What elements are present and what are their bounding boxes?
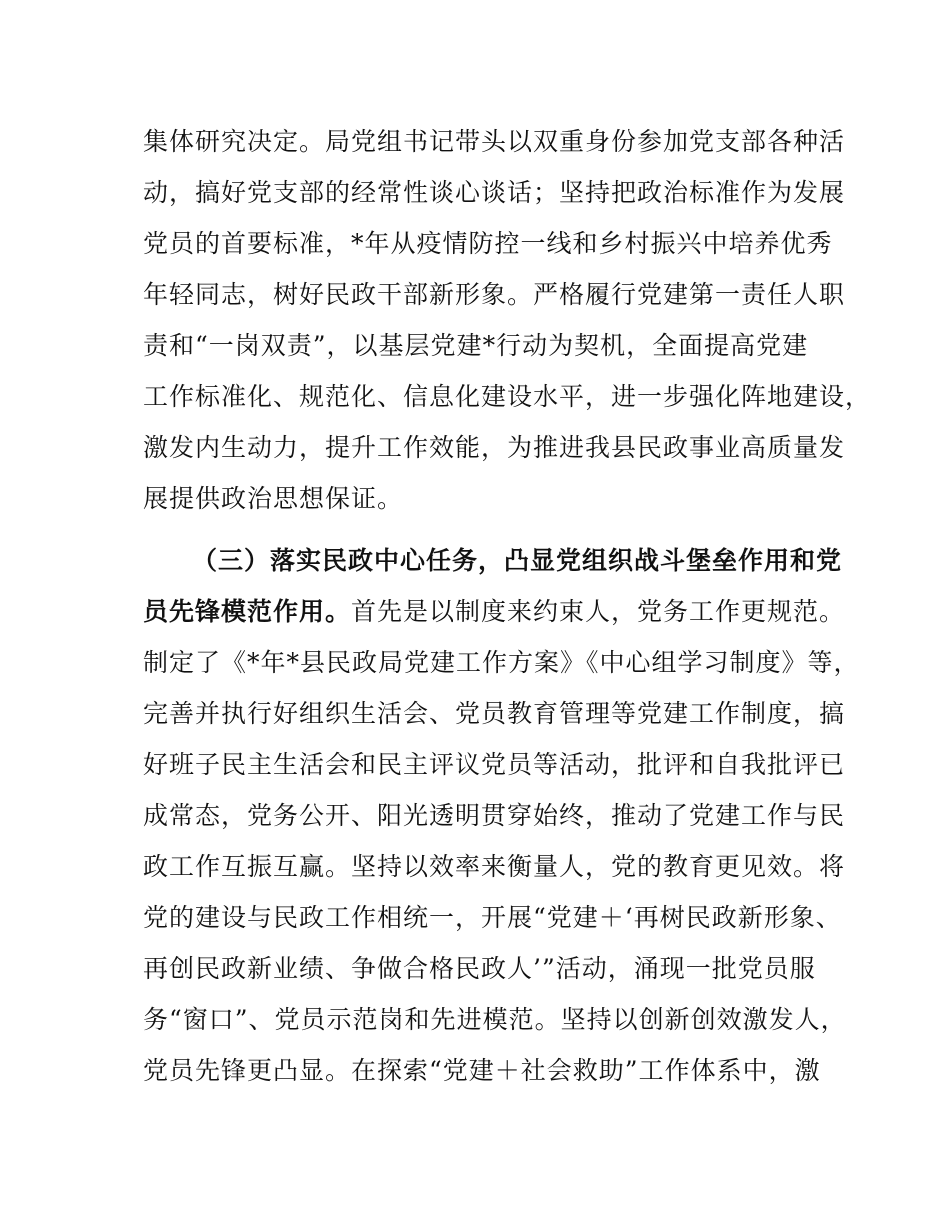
text-line: 务“窗口”、党员示范岗和先进模范。坚持以创新创效激发人， — [143, 1005, 847, 1034]
section-heading: （三）落实民政中心任务，凸显党组织战斗堡垒作用和党 — [192, 546, 843, 575]
text-line: 激发内生动力，提升工作效能，为推进我县民政事业高质量发 — [143, 433, 846, 462]
text-line: 展提供政治思想保证。 — [143, 484, 404, 513]
text-line: 完善并执行好组织生活会、党员教育管理等党建工作制度，搞 — [143, 699, 846, 728]
text-line: 工作标准化、规范化、信息化建设水平，进一步强化阵地建设， — [143, 382, 872, 411]
text-line: 责和“一岗双责”，以基层党建*行动为契机，全面提高党建 — [143, 331, 809, 360]
text-line: 成常态，党务公开、阳光透明贯穿始终，推动了党建工作与民 — [143, 801, 846, 830]
text-line: 党员的首要标准，*年从疫情防控一线和乡村振兴中培养优秀 — [143, 229, 833, 258]
text-line: 党的建设与民政工作相统一，开展“党建＋‘再树民政新形象、 — [143, 903, 842, 932]
text-line: 年轻同志，树好民政干部新形象。严格履行党建第一责任人职 — [143, 280, 846, 309]
text-line: 党员先锋更凸显。在探索“党建＋社会救助”工作体系中，激 — [143, 1056, 821, 1085]
text-line: 集体研究决定。局党组书记带头以双重身份参加党支部各种活 — [143, 127, 846, 156]
text-line — [143, 597, 845, 627]
text-line: 制定了《*年*县民政局党建工作方案》《中心组学习制度》等， — [143, 648, 860, 677]
text-line: 好班子民主生活会和民主评议党员等活动，批评和自我批评已 — [143, 750, 846, 779]
text-line: 政工作互振互赢。坚持以效率来衡量人，党的教育更见效。将 — [143, 852, 846, 881]
text-run: 首先是以制度来约束人，党务工作更规范。 — [351, 597, 846, 626]
text-line: 动，搞好党支部的经常性谈心谈话；坚持把政治标准作为发展 — [143, 178, 846, 207]
section-heading-continued: 员先锋模范作用。 — [143, 597, 352, 626]
text-line: 再创民政新业绩、争做合格民政人’”活动，涌现一批党员服 — [143, 954, 816, 983]
